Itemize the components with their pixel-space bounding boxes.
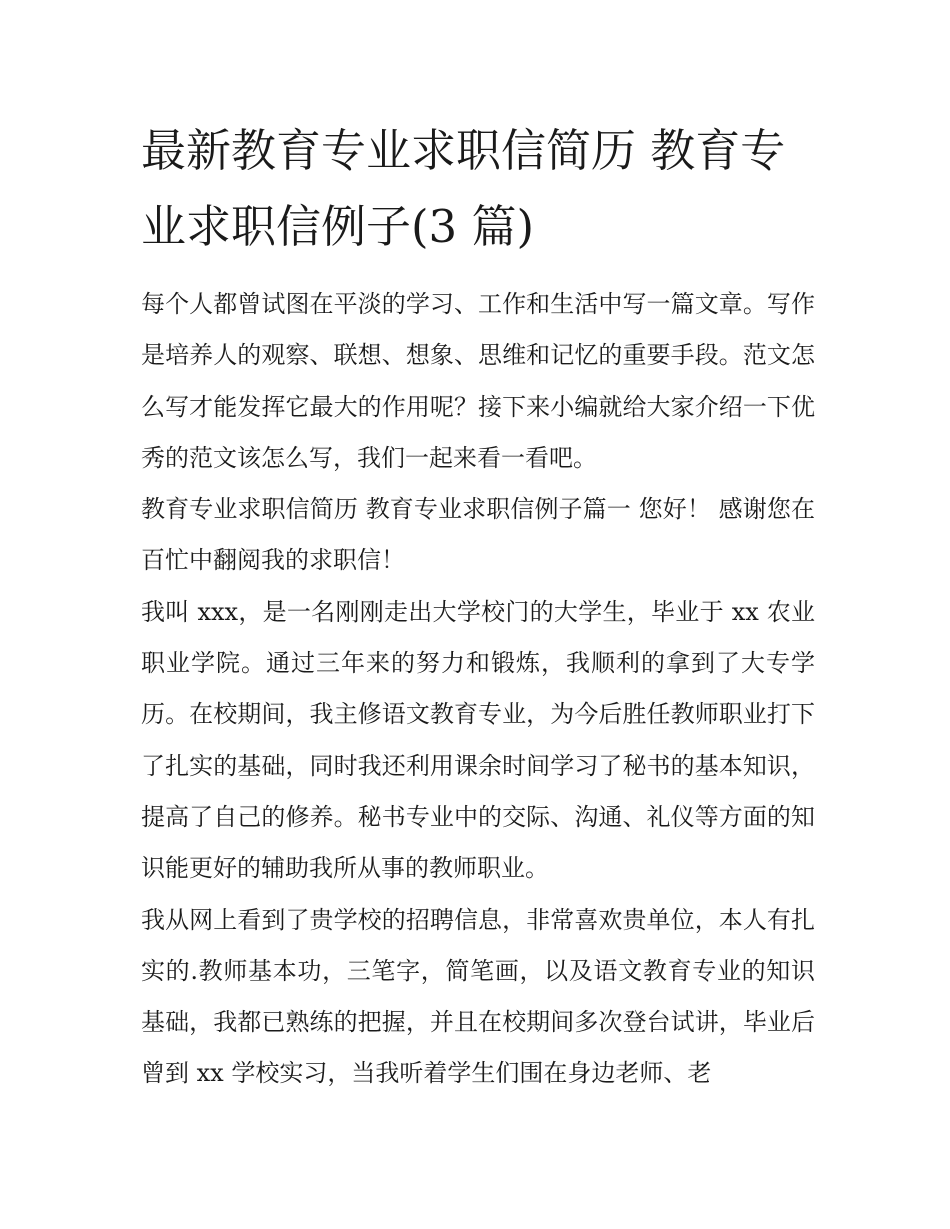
paragraph-intro: 每个人都曾试图在平淡的学习、工作和生活中写一篇文章。写作是培养人的观察、联想、想象、思维和记忆的重要手段。范文怎么写才能发挥它最大的作用呢？接下来小编就给大家介绍一下优秀的范文该怎么写，我们一起来看一看吧。 <box>141 290 815 472</box>
document-content <box>141 113 815 1100</box>
document-title: 最新教育专业求职信简历 教育专业求职信例子(3 篇) <box>141 124 786 253</box>
paragraph-greeting: 教育专业求职信简历 教育专业求职信例子篇一 您好！ 感谢您在百忙中翻阅我的求职信！ <box>141 495 815 575</box>
paragraph-self-introduction: 我叫 xxx，是一名刚刚走出大学校门的大学生，毕业于 xx 农业职业学院。通过三年来的努力和锻炼，我顺利的拿到了大专学历。在校期间，我主修语文教育专业，为今后胜任教师职业打下了扎实的基础，同时我还利用课余时间学习了秘书的基本知识，提高了自己的修养。秘书专业中的交际、沟通、礼仪等方面的知识能更好的辅助我所从事的教师职业。 <box>141 597 815 883</box>
paragraph-qualifications: 我从网上看到了贵学校的招聘信息，非常喜欢贵单位，本人有扎实的.教师基本功，三笔字，简笔画，以及语文教育专业的知识基础，我都已熟练的把握，并且在校期间多次登台试讲，毕业后曾到 xx 学校实习，当我听着学生们围在身边老师、老 <box>141 905 815 1088</box>
